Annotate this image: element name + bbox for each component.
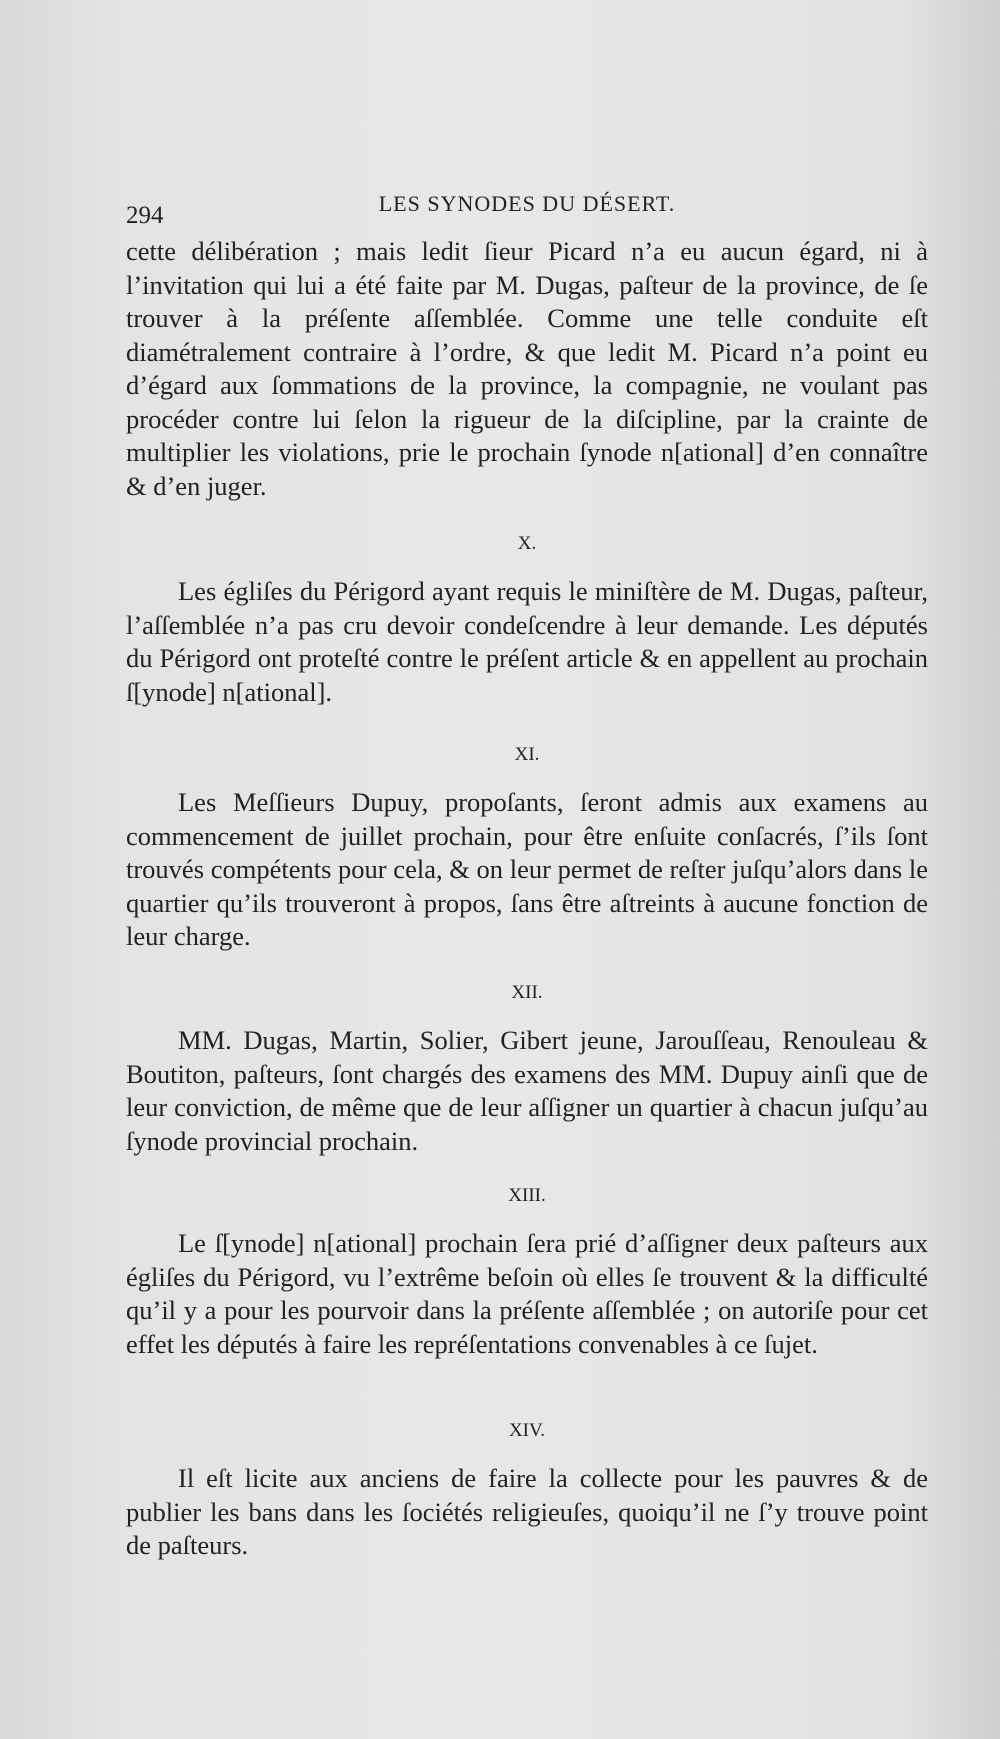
page-number: 294: [126, 202, 164, 229]
section-paragraph: MM. Dugas, Martin, Solier, Gibert jeune, Jarouſſeau, Renouleau & Boutiton, paſteurs, ſont chargés des examens des MM. Dupuy ainſi que de leur conviction, de même que de leur aſſigner un quartier à chacun juſqu’au ſynode provincial prochain.: [126, 1025, 928, 1156]
section-heading: XIII.: [508, 1185, 546, 1206]
section-heading: XI.: [514, 744, 540, 765]
section-x-body: [126, 575, 928, 709]
section-paragraph: Le ſ[ynode] n[ational] prochain ſera prié d’aſſigner deux paſteurs aux égliſes du Périgord, vu l’extrême beſoin où elles ſe trouvent & la difficulté qu’il y a pour les pourvoir dans la préſente aſſemblée ; on autoriſe pour cet effet les députés à faire les repréſentations convenables à ce ſujet.: [126, 1228, 928, 1359]
running-title: LES SYNODES DU DÉSERT.: [378, 191, 676, 216]
section-xiv: [126, 1420, 928, 1442]
section-heading: XII.: [511, 982, 543, 1003]
section-heading: XIV.: [508, 1420, 546, 1441]
section-xiv-body: [126, 1462, 928, 1563]
section-xiii-body: [126, 1227, 928, 1361]
running-head: [126, 188, 928, 228]
continuation-paragraph: cette délibération ; mais ledit ſieur Picard n’a eu aucun égard, ni à l’invitation qui lui a été faite par M. Dugas, paſteur de la province, de ſe trouver à la préſente aſſemblée. Comme une telle conduite eſt diamétralement contraire à l’ordre, & que ledit M. Picard n’a point eu d’égard aux ſommations de la province, la compagnie, ne voulant pas procéder contre lui ſelon la rigueur de la diſcipline, par la crainte de multiplier les violations, prie le prochain ſynode n[ational] d’en connaître & d’en juger.: [126, 236, 928, 501]
section-xii-body: [126, 1024, 928, 1158]
section-paragraph: Il eſt licite aux anciens de faire la collecte pour les pauvres & de publier les bans dans les ſociétés religieuſes, quoiqu’il ne ſ’y trouve point de paſteurs.: [126, 1463, 928, 1560]
section-x: [126, 533, 928, 555]
section-xi-body: [126, 786, 928, 954]
section-xiii: [126, 1185, 928, 1207]
section-paragraph: Les Meſſieurs Dupuy, propoſants, ſeront admis aux examens au commencement de juillet prochain, pour être enſuite conſacrés, ſ’ils ſont trouvés compétents pour cela, & on leur permet de reſter juſqu’alors dans le quartier qu’ils trouveront à propos, ſans être aſtreints à aucune fonction de leur charge.: [126, 787, 928, 951]
section-heading: X.: [517, 533, 537, 554]
continuation-block: [126, 235, 928, 503]
section-xi: [126, 744, 928, 766]
section-paragraph: Les égliſes du Périgord ayant requis le miniſtère de M. Dugas, paſteur, l’aſſemblée n’a pas cru devoir condeſcendre à leur demande. Les députés du Périgord ont proteſté contre le préſent article & en appellent au prochain ſ[ynode] n[ational].: [126, 576, 928, 707]
section-xii: [126, 982, 928, 1004]
